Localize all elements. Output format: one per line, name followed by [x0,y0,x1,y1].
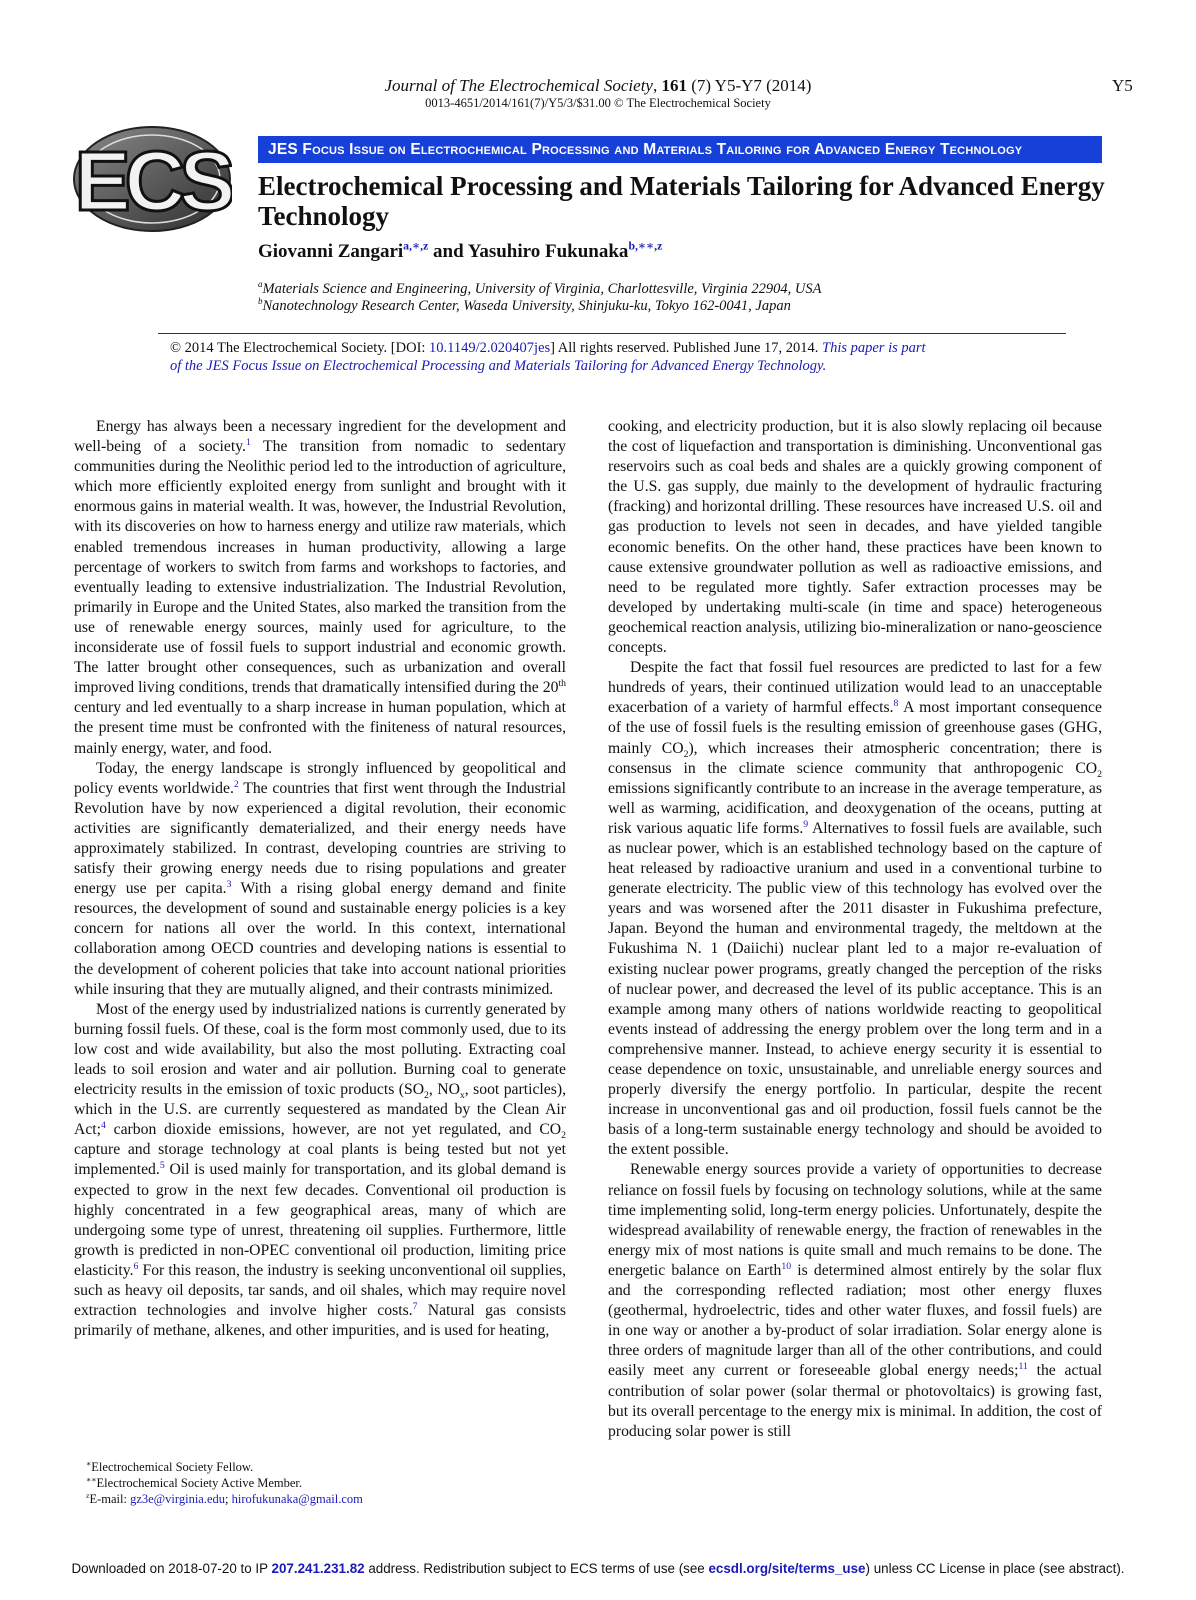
journal-name: Journal of The Electrochemical Society [384,76,653,95]
journal-code: 0013-4651/2014/161(7)/Y5/3/$31.00 © The Electrochemical Society [425,96,771,110]
author2-affiliation-marker[interactable]: b,∗∗,z [628,239,663,253]
paragraph: Most of the energy used by industrialized nations is currently generated by burning fossil fuels. Of these, coal is the form most commonly used, due to its low cost and wide availability, but also the most polluting. Extracting coal leads to soil erosion and water and air pollution. Burning coal to generate electricity results in the emission of toxic products ($SO_2$, $NO_x$, soot particles), which in the U.S. are currently sequestered as mandated by the Clean Air Act;$^4$ carbon dioxide emissions, however, are not yet regulated, and $CO_2$ capture and storage technology at coal plants is being tested but not yet implemented.$^5$ Oil is used mainly for transportation, and its global demand is expected to grow in the next few decades. Conventional oil production is highly concentrated in a few geographical areas, many of which are undergoing some type of unrest, threatening oil supplies. Furthermore, little growth is predicted in non-OPEC conventional oil production, limiting price elasticity.$^6$ For this reason, the industry is seeking unconventional oil supplies, such as heavy oil deposits, tar sands, and oil shales, which may require novel extraction technologies and involve higher costs.$^7$ Natural gas consists primarily of methane, alkenes, and other impurities, and is used for heating, [74,1000,566,1340]
copyright-note [170,339,1050,375]
copyright-published: ] All rights reserved. Published June 17, 2014. [550,340,823,356]
email-link-zangari[interactable]: gz3e@virginia.edu [130,1492,226,1506]
author-zangari: Giovanni Zangari [258,241,404,262]
body-column-right [608,417,1102,1442]
reference-link[interactable]: 2 [233,778,239,790]
reference-link[interactable]: 8 [893,698,899,710]
footnotes [86,1459,363,1507]
email-link-fukunaka[interactable]: hirofukunaka@gmail.com [231,1492,363,1506]
footnote-member: ∗∗Electrochemical Society Active Member. [86,1474,303,1490]
ecs-logo-icon [72,124,232,234]
paragraph: Today, the energy landscape is strongly influenced by geopolitical and policy events worldwide.$^2$ The countries that first went through the Industrial Revolution have by now experienced a digital revolution, their economic activities are significantly dematerialized, and their energy needs have approximately stabilized. In contrast, developing countries are striving to satisfy their growing energy needs due to rising populations and greater energy use per capita.$^3$ With a rising global energy demand and finite resources, the development of sound and sustainable energy policies is a key concern for nations all over the world. In this context, international collaboration among OECD countries and developing nations is essential to the development of coherent policies that take into account national priorities while insuring that they are mutually aligned, and their contrasts minimized. [74,759,566,998]
affiliation-b-text: Nanotechnology Research Center, Waseda University, Shinjuku-ku, Tokyo 162-0041, Japan [262,298,791,314]
paragraph: Despite the fact that fossil fuel resources are predicted to last for a few hundreds of years, their continued utilization would lead to an unacceptable exacerbation of a variety of harmful effects.$^8$ A most important consequence of the use of fossil fuels is the resulting emission of greenhouse gases (GHG, mainly $CO_2$), which increases their atmospheric concentration; there is consensus in the climate science community that anthropogenic $CO_2$ emissions significantly contribute to an increase in the average temperature, as well as warming, acidification, and deoxygenation of the oceans, putting at risk various aquatic life forms.$^9$ Alternatives to fossil fuels are available, such as nuclear power, which is an established technology based on the capture of heat released by radioactive uranium and used in a conventional turbine to generate electricity. The public view of this technology has evolved over the years and was worsened after the 2011 disaster in Fukushima prefecture, Japan. Beyond the human and environmental tragedy, the meltdown at the Fukushima N. 1 (Daiichi) nuclear plant led to a major re-evaluation of existing nuclear power programs, greatly changed the perception of the risks of nuclear power, and decreased the level of its public acceptance. This is an example among many others of nations worldwide reacting to geopolitical events instead of addressing the energy problem over the long term and in a comprehensive manner. Instead, to achieve energy security it is essential to cease dependence on toxic, unsustainable, and unreliable energy sources and properly diversify the energy portfolio. In particular, despite the recent increase in unconventional gas and oil production, fossil fuels cannot be the basis of a long-term sustainable energy technology and should be avoided to the extent possible. [608,659,1103,1159]
author-fukunaka: Yasuhiro Fukunaka [467,241,629,262]
focus-issue-banner [258,136,1102,163]
reference-link[interactable]: 11 [1018,1361,1028,1373]
focus-issue-link-line2[interactable]: of the JES Focus Issue on Electrochemical Processing and Materials Tailoring for Advanced Energy Technology. [170,358,827,374]
copyright-text: © 2014 The Electrochemical Society. [DOI: [170,340,430,356]
body-column-left [74,417,566,1341]
journal-header: Journal of The Electrochemical Society, 161 (7) Y5-Y7 (2014) [384,76,812,95]
journal-issue-pages: (7) Y5-Y7 (2014) [686,76,812,95]
footnote-fellow: ∗Electrochemical Society Fellow. [86,1458,254,1474]
reference-link[interactable]: 1 [245,436,251,448]
focus-issue-link-line1[interactable]: This paper is part [822,340,926,356]
focus-issue-banner-text: JES Focus Issue on Electrochemical Processing and Materials Tailoring for Advanced Energy Technology [268,141,1023,158]
reference-link[interactable]: 6 [133,1260,139,1272]
affiliations [258,281,821,315]
affiliation-a-marker: a [258,279,263,290]
download-notice: Downloaded on 2018-07-20 to IP 207.241.231.82 address. Redistribution subject to ECS terms of use (see ecsdl.org/site/terms_use) unless CC License in place (see abstract). [71,1561,1125,1576]
reference-link[interactable]: 5 [159,1160,165,1172]
reference-link[interactable]: 3 [226,878,232,890]
affiliation-a-text: Materials Science and Engineering, University of Virginia, Charlottesville, Virginia 22904, USA [262,281,822,297]
author1-affiliation-marker[interactable]: a,∗,z [403,239,429,253]
paragraph: cooking, and electricity production, but it is also slowly replacing oil because the cost of liquefaction and transportation is diminishing. Unconventional gas reservoirs such as coal beds and shales are a quickly growing component of the U.S. gas supply, due mainly to the development of hydraulic fracturing (fracking) and horizontal drilling. These resources have increased U.S. oil and gas production to levels not seen in decades, and have yielded tangible economic benefits. On the other hand, these practices have been known to cause extensive groundwater pollution as well as radioactive emissions, and need to be regulated more tightly. Safer extraction processes may be developed by undertaking multi-scale (in time and space) heterogeneous geochemical reaction analysis, utilizing bio-mineralization or nano-geoscience concepts. [608,418,1102,657]
affiliation-b [258,298,821,315]
page-number: Y5 [1112,76,1133,95]
affiliation-b-marker: b [258,296,263,307]
reference-link[interactable]: 10 [781,1260,792,1272]
reference-link[interactable]: 7 [412,1300,418,1312]
ip-address: 207.241.231.82 [271,1561,365,1576]
journal-volume: 161 [661,76,687,95]
reference-link[interactable]: 4 [101,1120,106,1132]
paragraph: Renewable energy sources provide a variety of opportunities to decrease reliance on fossil fuels by focusing on technology solutions, while at the same time implementing solid, long-term energy policies. Unfortunately, despite the widespread availability of renewable energy, the fraction of renewables in the energy mix of most nations is quite small and much remains to be done. The energetic balance on Earth$^{10}$ is determined almost entirely by the solar flux and the corresponding reflected radiation; most other energy fluxes (geothermal, hydroelectric, tides and other water fluxes, and fossil fuels) are in one way or another a by-product of solar irradiation. Solar energy alone is three orders of magnitude larger than all of the other contributions, and could easily meet any current or foreseeable global energy needs;$^{11}$ the actual contribution of solar power (solar thermal or photovoltaics) is growing fast, but its overall percentage to the energy mix is minimal. In addition, the cost of producing solar power is still [608,1161,1102,1440]
paragraph: Energy has always been a necessary ingredient for the development and well-being of a society.$^1$ The transition from nomadic to sedentary communities during the Neolithic period led to the introduction of agriculture, which more efficiently exploited energy from sunlight and brought with it enormous gains in material wealth. It was, however, the Industrial Revolution, with its discoveries on how to harness energy and utilize raw materials, which enabled tremendous increases in human productivity, allowing a large percentage of workers to switch from farms and workshops to factories, and eventually leading to extensive industrialization. The Industrial Revolution, primarily in Europe and the United States, also marked the transition from the use of renewable energy sources, mainly used for agriculture, to the inconsiderate use of fossil fuels to support industrial and economic growth. The latter brought other consequences, such as urbanization and overall improved living conditions, trends that dramatically intensified during the 20th century and led eventually to a sharp increase in human population, which at the present time must be confronted with the finiteness of natural resources, mainly energy, water, and food. [74,418,566,757]
paper-title: Electrochemical Processing and Materials Tailoring for Advanced Energy Technology [258,171,1105,231]
doi-link[interactable]: 10.1149/2.020407jes [429,340,551,356]
authors-and: and [428,241,468,262]
footnote-email: $^z$E-mail: gz3e@virginia.edu; hirofukunaka@gmail.com [86,1490,363,1506]
reference-link[interactable]: 9 [803,818,809,830]
ecs-logo [72,124,232,234]
terms-link[interactable]: ecsdl.org/site/terms_use [708,1561,866,1576]
header-divider [158,333,1066,334]
authors [258,241,662,263]
ecs-logo-text: ECS [74,134,230,228]
affiliation-a [258,281,821,298]
